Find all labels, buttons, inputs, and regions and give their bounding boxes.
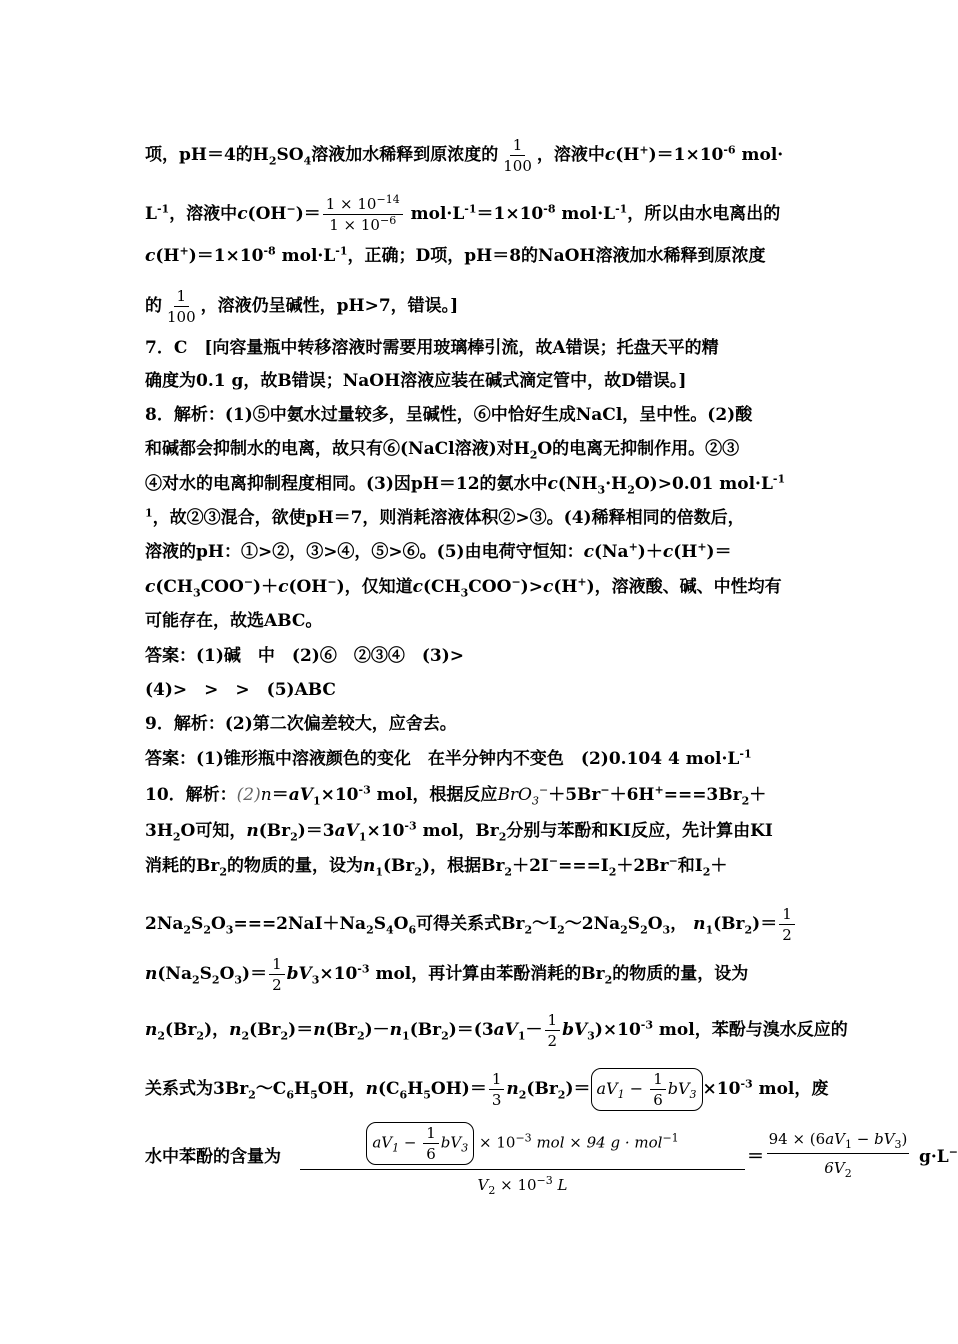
text-line: 确度为0.1 g，故B错误；NaOH溶液应装在碱式滴定管中，故D错误。] [145, 371, 687, 391]
text-line: $c(H^+)=1\times 10^{-8}$ $mol\cdot L^{-1}$，正确；D项，pH＝8的NaOH溶液加水稀释到原浓度 [145, 244, 766, 266]
text-line: 的 $\frac{1}{100}$ ，溶液仍呈碱性，pH>7，错误。] [145, 287, 459, 326]
text-line: 8．解析：(1)⑤中氨水过量较多，呈碱性，⑥中恰好生成NaCl，呈中性。(2)酸 [145, 405, 753, 425]
fraction: $\frac{1}{2}$ [779, 906, 795, 943]
fraction: $\frac{1}{100}$ [167, 287, 196, 326]
text-line: ④对水的电离抑制程度相同。(3)因pH＝12的氨水中$c(NH_3\cdot H_2O)>0.01$ $mol\cdot L^{-1}$ [145, 472, 786, 497]
text-line: 溶液的pH：①>②，③>④，⑤>⑥。(5)由电荷守恒知：c(Na+)＋c(H+)＝ [145, 540, 732, 562]
text-line: $L^{-1}$，溶液中c(OH−)＝ $\frac{1 \times 10^{-14}}{1 \times 10^{-6}}$ $mol\cdot L^{-1}=1\times 10^{-8}$ $mol\cdot L^{-1}$，所以由水电离出的 [145, 193, 781, 234]
text-line: 和碱都会抑制水的电离，故只有⑥(NaCl溶液)对$H_2O$的电离无抑制作用。②③ [145, 439, 740, 462]
text-line: $n_2(Br_2)$，$n_2(Br_2)=n(Br_2)-n_1(Br_2)=(3aV_1-$ $\frac{1}{2}$ $bV_3)\times 10^{-3}$ mol，苯酚与溴水反应的 [145, 1011, 848, 1050]
text-line: 项，pH＝4的$H_2SO_4$溶液加水稀释到原浓度的 $\frac{1}{100}$ ，溶液中$c(H^+)=1\times 10^{-6}$ mol· [145, 136, 784, 175]
text-line: 9．解析：(2)第二次偏差较大，应舍去。 [145, 714, 457, 734]
parenthesized-expression: $aV_1$ − $\frac{1}{6}$ $bV_3$ [591, 1068, 703, 1111]
text-line: $2Na_2S_2O_3===2NaI+Na_2S_4O_6$可得关系式$Br_2\sim I_2\sim 2Na_2S_2O_3$， $n_1(Br_2)=$ $\frac{1}{2}$ [145, 906, 807, 943]
fraction: $\frac{1}{2}$ [269, 956, 285, 993]
big-fraction: $aV_1$ − $\frac{1}{6}$ $bV_3 \times 10^{-3}$ mol × 94 g · mol$^{-1}$ $V_2 \times 10^{-3}$ L [300, 1122, 745, 1196]
text-line: $c(CH_3COO^-)+c(OH^-)$，仅知道$c(CH_3COO^-)>c(H^+)$，溶液酸、碱、中性均有 [145, 575, 782, 600]
answer-line: (4)> > > (5)ABC [145, 680, 336, 700]
result-fraction: $94 \times (6aV_1 - bV_3)$ $6V_2$ [768, 1130, 908, 1180]
fraction: $\frac{1}{2}$ [545, 1012, 561, 1049]
text-line: 可能存在，故选ABC。 [145, 611, 323, 631]
text-line: 水中苯酚的含量为 $aV_1$ − $\frac{1}{6}$ $bV_3 \times 10^{-3}$ mol × 94 g · mol$^{-1}$ $V_2 \times 10^{-3}$ L ＝ $94 \times (6aV_1 - bV_3)$ $6V_2$ g·L− [145, 1124, 958, 1197]
fraction: $\frac{1 \times 10^{-14}}{1 \times 10^{-6}}$ [323, 196, 403, 233]
answer-line: 答案：(1)碱 中 (2)⑥ ②③④ (3)> [145, 646, 464, 666]
fraction: $\frac{1}{3}$ [489, 1071, 505, 1108]
text-line: 10．解析：$(2)n=aV_1\times 10^{-3}$ mol，根据反应$BrO_3^-+5Br^-+6H^+===3Br_2+$ [145, 783, 767, 808]
text-line: $3H_2O$可知，$n(Br_2)=3aV_1\times 10^{-3}$ mol，$Br_2$分别与苯酚和KI反应，先计算由KI [145, 819, 773, 844]
text-line: $^1$，故②③混合，欲使pH＝7，则消耗溶液体积②>③。(4)稀释相同的倍数后， [145, 506, 745, 528]
text-line: $n(Na_2S_2O_3)=$ $\frac{1}{2}$ $bV_3\times 10^{-3}$ mol，再计算由苯酚消耗的$Br_2$的物质的量，设为 [145, 955, 749, 994]
text-line: 关系式为$3Br_2\sim C_6H_5OH$，$n(C_6H_5OH)=$ $\frac{1}{3}$ $n_2(Br_2)= aV_1$ − $\frac{1}{6}$ $bV_3 \times 10^{-3}$ mol，废 [145, 1070, 829, 1109]
fraction: $\frac{1}{100}$ [503, 136, 532, 175]
answer-line: 答案：(1)锥形瓶中溶液颜色的变化 在半分钟内不变色 (2)0.104 4 $mol\cdot L^{-1}$ [145, 747, 752, 769]
text-line: 7．C [向容量瓶中转移溶液时需要用玻璃棒引流，故A错误；托盘天平的精 [145, 338, 719, 358]
text-line: 消耗的$Br_2$的物质的量，设为$n_1(Br_2)$，根据$Br_2+2I^-===I_2+2Br^-$和$I_2+$ [145, 854, 728, 879]
